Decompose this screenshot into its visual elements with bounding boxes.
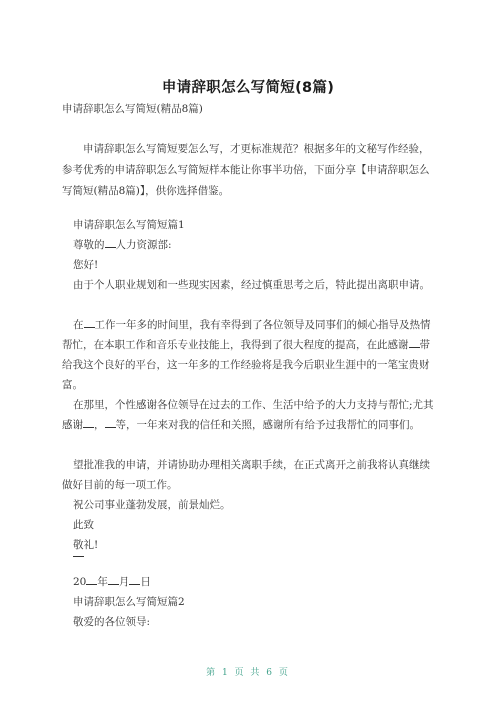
blank-line [83, 417, 94, 428]
letter1-paragraph-1: 由于个人职业规划和一些现实因素，经过慎重思考之后，特此提出离职申请。 [73, 279, 430, 291]
page-footer: 第 1 页 共 6 页 [206, 668, 290, 678]
p2-part-c: 带给我这个良好的平台，这一年多的工作经验将是我今后职业生涯中的一笔宝贵财富。 [62, 339, 430, 391]
salutation-prefix: 尊敬的 [73, 239, 105, 251]
letter1-heading: 申请辞职怎么写简短篇1 [73, 219, 185, 231]
blank-line [108, 574, 119, 585]
p2-part-b: 工作一年多的时间里，我有幸得到了各位领导及同事们的倾心指导及热情帮忙，在本职工作和音乐专业技能上，我得到了很大程度的提高，在此感谢 [62, 319, 431, 351]
blank-line [409, 337, 420, 348]
letter1-date [62, 572, 434, 592]
p3-part-b: ， [94, 419, 105, 431]
p3-part-c: 等，一年来对我的信任和关照，感谢所有给予过我帮忙的同事们。 [115, 419, 420, 431]
letter1-greeting: 您好! [73, 259, 99, 271]
letter1-salutation [62, 235, 434, 255]
date-part-year-prefix: 20 [73, 576, 87, 588]
signature-blank-line [73, 556, 84, 557]
date-part-day: 日 [140, 576, 151, 588]
letter1-paragraph-5: 祝公司事业蓬勃发展，前景灿烂。 [73, 499, 231, 511]
document-title: 申请辞职怎么写简短(8篇) [161, 80, 335, 96]
blank-line [86, 574, 97, 585]
letter1-paragraph-2 [62, 315, 434, 395]
letter1-paragraph-3 [62, 395, 434, 435]
blank-line [105, 237, 116, 248]
document-subtitle: 申请辞职怎么写简短(精品8篇) [62, 103, 203, 115]
date-part-year: 年 [97, 576, 108, 588]
letter1-closing-1: 此致 [73, 519, 94, 531]
p3-part-a: 在那里，个性感谢各位领导在过去的工作、生活中给予的大力支持与帮忙;尤其感谢 [62, 399, 434, 431]
letter1-paragraph-4: 望批准我的申请，并请协助办理相关离职手续，在正式离开之前我将认真继续做好目前的每一项工作。 [62, 459, 430, 491]
letter1-closing-2: 敬礼! [73, 539, 99, 551]
letter2-salutation: 敬爱的各位领导: [73, 616, 151, 628]
p2-part-a: 在 [73, 319, 84, 331]
letter2-heading: 申请辞职怎么写简短篇2 [73, 596, 185, 608]
salutation-suffix: 人力资源部: [115, 239, 172, 251]
blank-line [105, 417, 116, 428]
blank-line [129, 574, 140, 585]
date-part-month: 月 [118, 576, 130, 588]
intro-paragraph: 申请辞职怎么写简短要怎么写，才更标准规范？根据多年的文秘写作经验，参考优秀的申请辞职怎么写简短样本能让你事半功倍，下面分享【申请辞职怎么写简短(精品8篇)】，供你选择借鉴。 [62, 143, 430, 197]
blank-line [84, 317, 95, 328]
